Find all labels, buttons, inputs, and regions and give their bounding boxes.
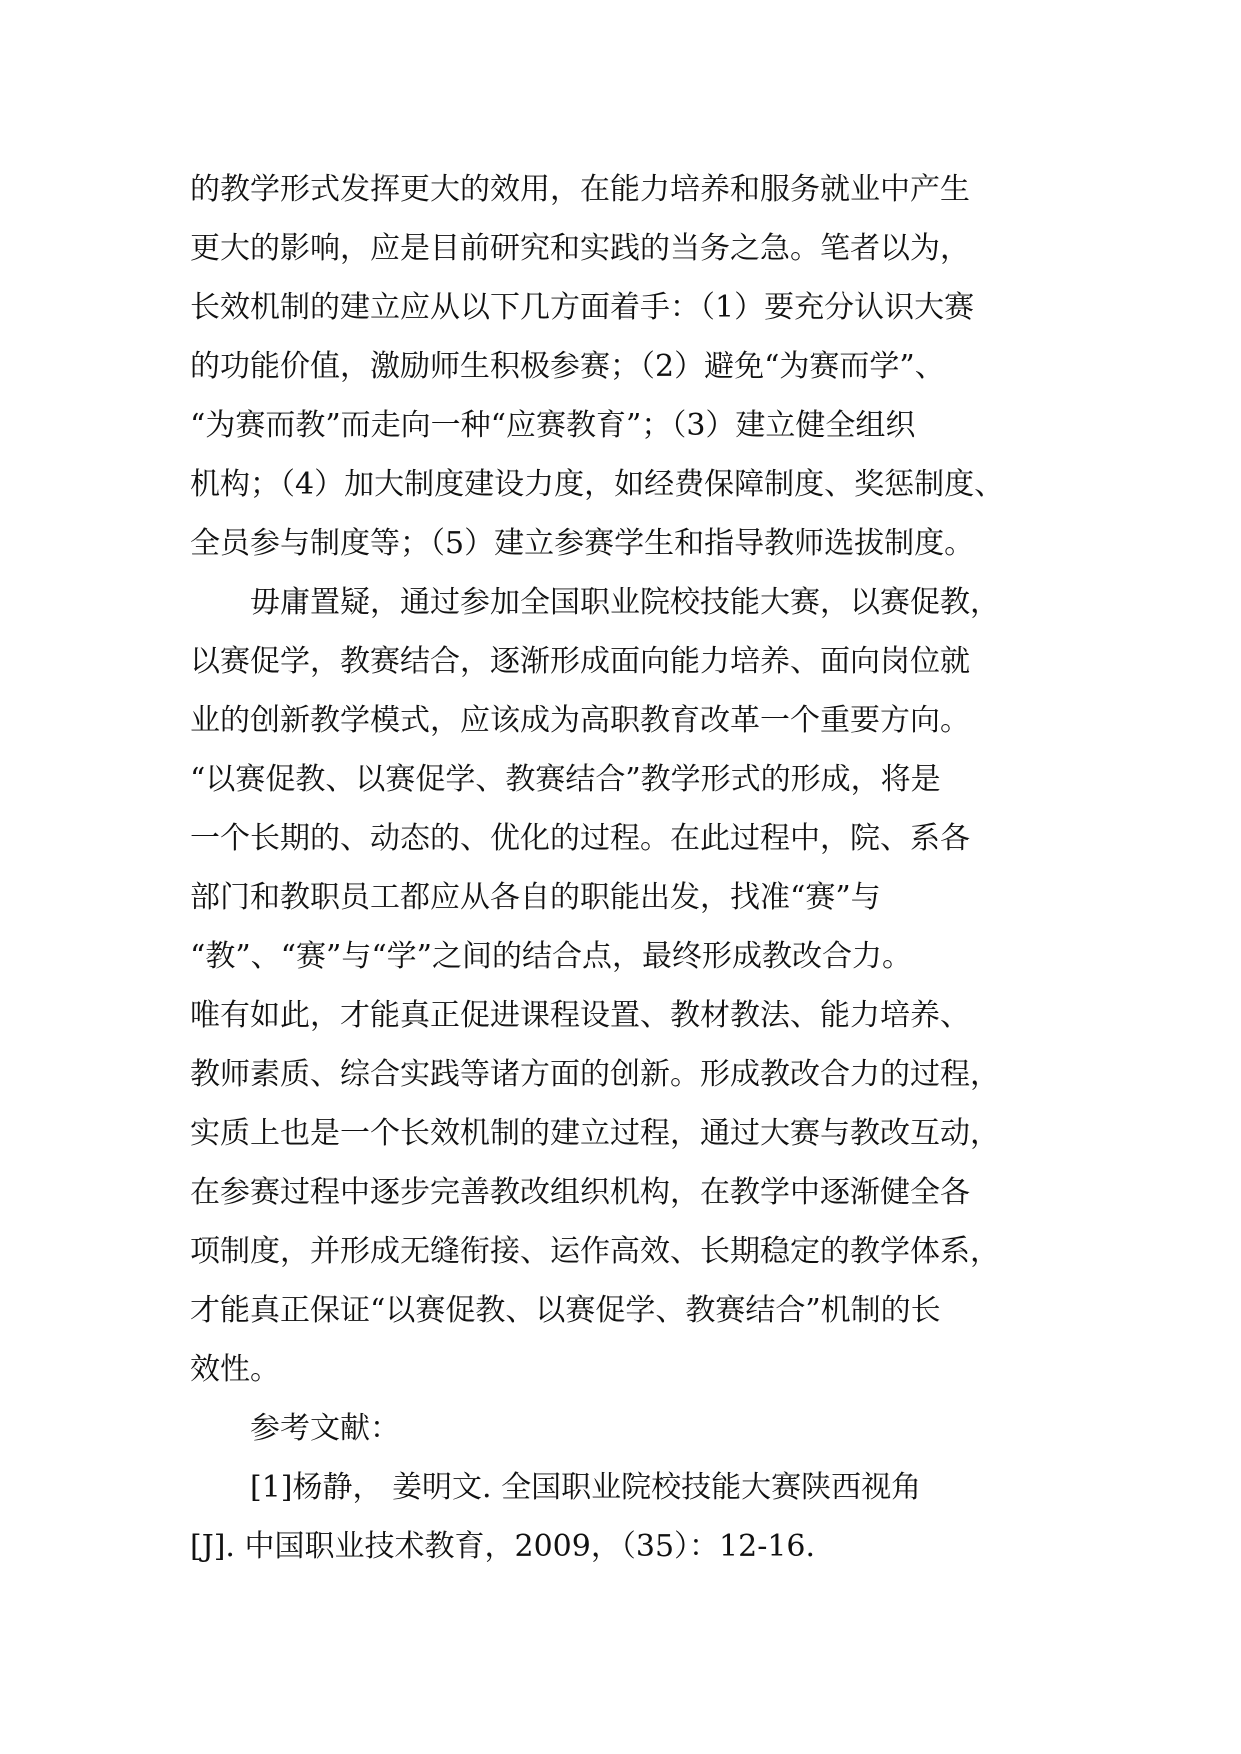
reference-entry: [1]杨静， 姜明文. 全国职业院校技能大赛陕西视角 [250, 1470, 922, 1505]
paragraph-line: 的教学形式发挥更大的效用，在能力培养和服务就业中产生 [190, 172, 970, 207]
paragraph-line: 的功能价值，激励师生积极参赛；（2）避免“为赛而学”、 [190, 349, 945, 384]
paragraph-line: 全员参与制度等；（5）建立参赛学生和指导教师选拔制度。 [190, 526, 975, 561]
paragraph-line: 在参赛过程中逐步完善教改组织机构，在教学中逐渐健全各 [190, 1175, 970, 1210]
paragraph-line: 才能真正保证“以赛促教、以赛促学、教赛结合”机制的长 [190, 1293, 941, 1328]
paragraph-line: 毋庸置疑，通过参加全国职业院校技能大赛，以赛促教， [250, 585, 1000, 620]
paragraph-line: 一个长期的、动态的、优化的过程。在此过程中，院、系各 [190, 821, 970, 856]
reference-entry-continued: [J]. 中国职业技术教育，2009，（35）：12-16. [190, 1529, 816, 1564]
paragraph-line: 以赛促学，教赛结合，逐渐形成面向能力培养、面向岗位就 [190, 644, 970, 679]
paragraph-line: “教”、“赛”与“学”之间的结合点，最终形成教改合力。 [190, 939, 913, 974]
paragraph-line: 业的创新教学模式，应该成为高职教育改革一个重要方向。 [190, 703, 970, 738]
paragraph-line: 效性。 [190, 1352, 280, 1387]
paragraph-line: 教师素质、综合实践等诸方面的创新。形成教改合力的过程， [190, 1057, 1000, 1092]
paragraph-line: 部门和教职员工都应从各自的职能出发，找准“赛”与 [190, 880, 881, 915]
paragraph-line: “以赛促教、以赛促学、教赛结合”教学形式的形成，将是 [190, 762, 941, 797]
paragraph-line: 长效机制的建立应从以下几方面着手：（1）要充分认识大赛 [190, 290, 975, 325]
paragraph-line: 更大的影响，应是目前研究和实践的当务之急。笔者以为， [190, 231, 970, 266]
paragraph-line: 实质上也是一个长效机制的建立过程，通过大赛与教改互动， [190, 1116, 1000, 1151]
paragraph-line: 机构；（4）加大制度建设力度，如经费保障制度、奖惩制度、 [190, 467, 1005, 502]
paragraph-line: 项制度，并形成无缝衔接、运作高效、长期稳定的教学体系， [190, 1234, 1000, 1269]
body-text [190, 160, 1070, 1576]
references-heading: 参考文献： [250, 1411, 400, 1446]
paragraph-line: 唯有如此，才能真正促进课程设置、教材教法、能力培养、 [190, 998, 970, 1033]
paragraph-line: “为赛而教”而走向一种“应赛教育”；（3）建立健全组织 [190, 408, 916, 443]
